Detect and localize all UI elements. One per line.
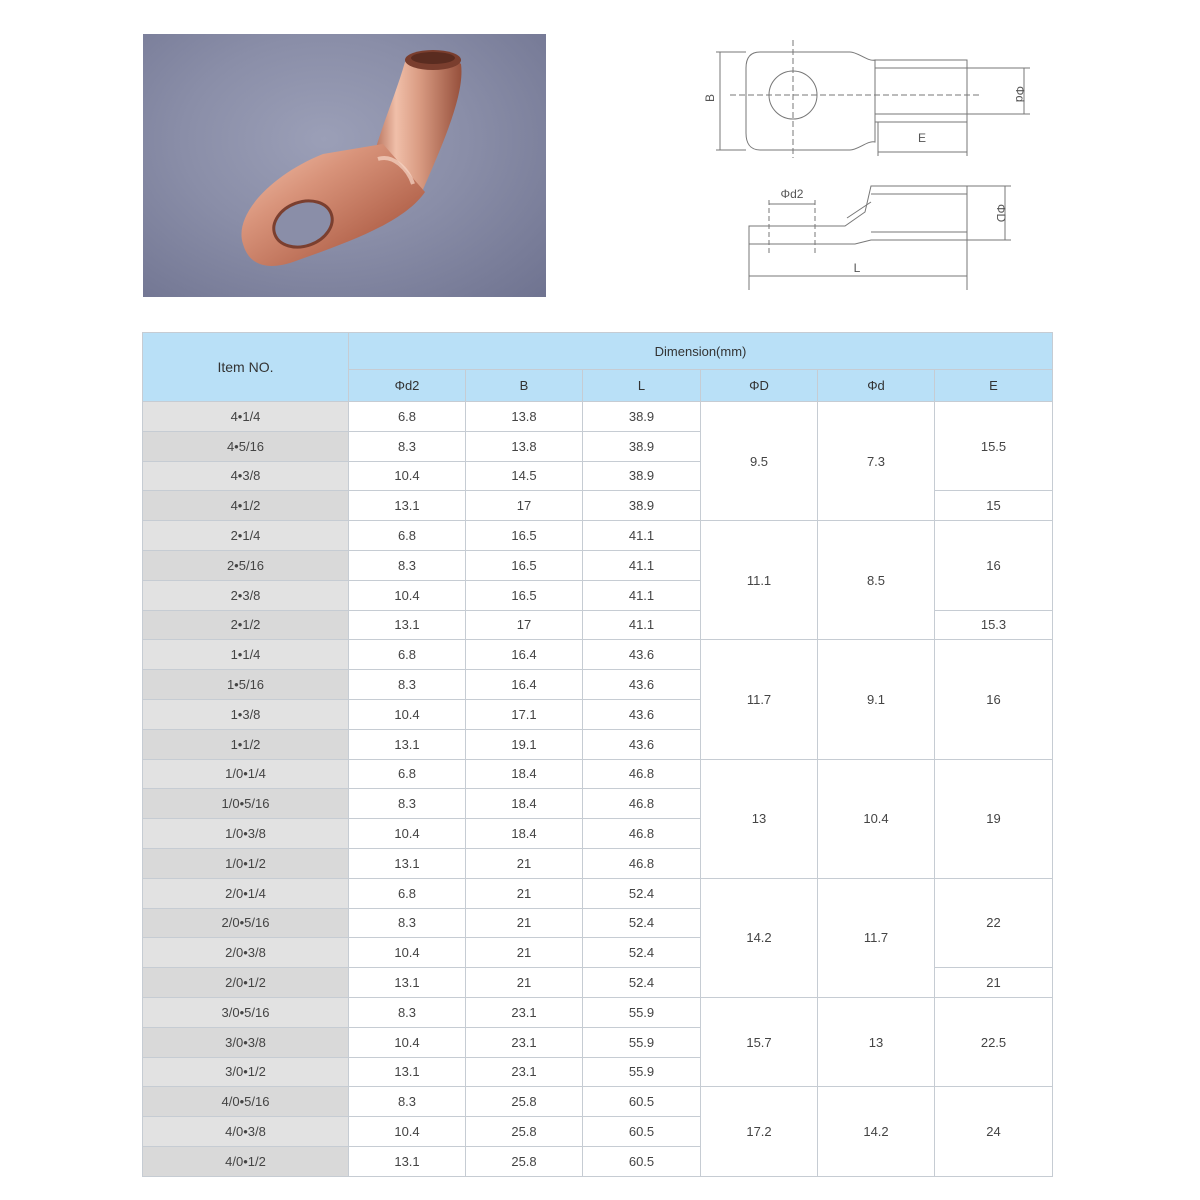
cell-b: 25.8 [466,1087,583,1117]
cell-big-d: 14.2 [701,878,818,997]
cell-d2: 6.8 [349,759,466,789]
cell-l: 38.9 [583,491,701,521]
cell-item-no: 2•3/8 [143,580,349,610]
cell-b: 25.8 [466,1117,583,1147]
cell-item-no: 1/0•5/16 [143,789,349,819]
cell-d2: 13.1 [349,1057,466,1087]
cell-l: 38.9 [583,402,701,432]
cell-b: 21 [466,938,583,968]
col-header-big-d: ΦD [701,370,818,402]
dimension-header: Dimension(mm) [349,333,1053,370]
cell-b: 16.4 [466,670,583,700]
table-row [143,640,1053,670]
cell-d2: 6.8 [349,402,466,432]
cell-l: 41.1 [583,580,701,610]
cell-b: 16.4 [466,640,583,670]
cell-item-no: 3/0•1/2 [143,1057,349,1087]
cell-l: 46.8 [583,848,701,878]
cell-item-no: 1•3/8 [143,699,349,729]
label-b: B [703,93,717,103]
cell-l: 52.4 [583,878,701,908]
label-l: L [853,261,861,275]
cell-b: 23.1 [466,1027,583,1057]
cell-l: 60.5 [583,1087,701,1117]
label-phi-d: Φd [1013,85,1027,103]
cell-l: 41.1 [583,521,701,551]
cell-item-no: 1•5/16 [143,670,349,700]
cell-d2: 8.3 [349,1087,466,1117]
cell-d2: 8.3 [349,789,466,819]
cell-e: 15.5 [935,402,1053,491]
cell-e: 16 [935,521,1053,610]
cell-d2: 6.8 [349,640,466,670]
table-row [143,521,1053,551]
cell-b: 18.4 [466,819,583,849]
cell-item-no: 4/0•3/8 [143,1117,349,1147]
cell-d2: 8.3 [349,670,466,700]
label-phi-d2: Φd2 [780,187,804,201]
cell-item-no: 3/0•5/16 [143,997,349,1027]
cell-l: 43.6 [583,640,701,670]
cell-big-d: 11.7 [701,640,818,759]
cell-item-no: 4•1/2 [143,491,349,521]
cell-big-d: 13 [701,759,818,878]
cell-b: 18.4 [466,789,583,819]
cell-l: 43.6 [583,670,701,700]
cell-item-no: 1/0•1/2 [143,848,349,878]
cell-d2: 13.1 [349,968,466,998]
table-row [143,997,1053,1027]
cell-e: 16 [935,640,1053,759]
product-photo [143,34,546,297]
side-view-diagram [735,172,1025,297]
cell-small-d: 10.4 [818,759,935,878]
cell-small-d: 7.3 [818,402,935,521]
cell-b: 19.1 [466,729,583,759]
cell-b: 13.8 [466,402,583,432]
cell-b: 25.8 [466,1146,583,1176]
cell-e: 19 [935,759,1053,878]
cell-item-no: 2•1/2 [143,610,349,640]
cell-b: 17 [466,491,583,521]
cell-d2: 10.4 [349,938,466,968]
cell-b: 21 [466,908,583,938]
cell-d2: 13.1 [349,610,466,640]
cell-b: 21 [466,878,583,908]
dimension-table [142,332,1053,1177]
cell-item-no: 4/0•1/2 [143,1146,349,1176]
cell-item-no: 4•5/16 [143,431,349,461]
cell-item-no: 2/0•1/2 [143,968,349,998]
cell-d2: 10.4 [349,699,466,729]
cell-b: 16.5 [466,521,583,551]
cell-big-d: 17.2 [701,1087,818,1176]
cell-small-d: 8.5 [818,521,935,640]
cell-small-d: 9.1 [818,640,935,759]
table-row [143,1087,1053,1117]
col-header-e: E [935,370,1053,402]
cell-small-d: 14.2 [818,1087,935,1176]
cell-b: 17.1 [466,699,583,729]
cell-e: 22 [935,878,1053,967]
cell-b: 23.1 [466,1057,583,1087]
cell-big-d: 15.7 [701,997,818,1086]
cell-item-no: 1/0•3/8 [143,819,349,849]
cell-l: 60.5 [583,1146,701,1176]
cell-d2: 8.3 [349,550,466,580]
cell-b: 14.5 [466,461,583,491]
cell-d2: 10.4 [349,1027,466,1057]
cell-item-no: 1/0•1/4 [143,759,349,789]
cell-e: 21 [935,968,1053,998]
cell-b: 16.5 [466,580,583,610]
cell-e: 22.5 [935,997,1053,1086]
item-no-header: Item NO. [143,333,349,402]
cell-d2: 10.4 [349,819,466,849]
cell-b: 16.5 [466,550,583,580]
cell-big-d: 11.1 [701,521,818,640]
cell-l: 41.1 [583,550,701,580]
cell-item-no: 3/0•3/8 [143,1027,349,1057]
cell-e: 24 [935,1087,1053,1176]
cell-d2: 13.1 [349,729,466,759]
cell-d2: 6.8 [349,878,466,908]
cell-l: 46.8 [583,819,701,849]
cell-d2: 6.8 [349,521,466,551]
cell-l: 38.9 [583,431,701,461]
cell-small-d: 13 [818,997,935,1086]
cell-l: 52.4 [583,968,701,998]
cell-d2: 10.4 [349,1117,466,1147]
cell-big-d: 9.5 [701,402,818,521]
cell-l: 46.8 [583,759,701,789]
cell-l: 60.5 [583,1117,701,1147]
cell-l: 41.1 [583,610,701,640]
label-e: E [917,131,927,145]
col-header-d2: Φd2 [349,370,466,402]
cell-l: 55.9 [583,1057,701,1087]
cell-item-no: 2•1/4 [143,521,349,551]
copper-lug-image [143,34,546,297]
cell-d2: 8.3 [349,997,466,1027]
cell-d2: 8.3 [349,908,466,938]
cell-l: 43.6 [583,729,701,759]
cell-b: 23.1 [466,997,583,1027]
cell-b: 13.8 [466,431,583,461]
cell-d2: 8.3 [349,431,466,461]
table-row [143,759,1053,789]
cell-l: 55.9 [583,1027,701,1057]
col-header-b: B [466,370,583,402]
col-header-small-d: Φd [818,370,935,402]
cell-d2: 13.1 [349,1146,466,1176]
cell-b: 21 [466,968,583,998]
cell-item-no: 2•5/16 [143,550,349,580]
cell-l: 52.4 [583,938,701,968]
cell-l: 38.9 [583,461,701,491]
cell-d2: 13.1 [349,491,466,521]
cell-item-no: 1•1/2 [143,729,349,759]
cell-item-no: 4•1/4 [143,402,349,432]
table-row [143,878,1053,908]
cell-l: 43.6 [583,699,701,729]
top-view-diagram [690,38,1040,163]
cell-l: 52.4 [583,908,701,938]
cell-b: 18.4 [466,759,583,789]
cell-l: 46.8 [583,789,701,819]
cell-b: 17 [466,610,583,640]
cell-d2: 13.1 [349,848,466,878]
cell-small-d: 11.7 [818,878,935,997]
col-header-l: L [583,370,701,402]
label-phi-big-d: ΦD [994,203,1008,223]
cell-e: 15 [935,491,1053,521]
cell-item-no: 1•1/4 [143,640,349,670]
table-body [143,402,1053,1177]
cell-d2: 10.4 [349,580,466,610]
cell-b: 21 [466,848,583,878]
cell-item-no: 4/0•5/16 [143,1087,349,1117]
cell-item-no: 2/0•5/16 [143,908,349,938]
table-row [143,402,1053,432]
cell-d2: 10.4 [349,461,466,491]
cell-item-no: 2/0•1/4 [143,878,349,908]
cell-item-no: 4•3/8 [143,461,349,491]
cell-item-no: 2/0•3/8 [143,938,349,968]
cell-e: 15.3 [935,610,1053,640]
cell-l: 55.9 [583,997,701,1027]
